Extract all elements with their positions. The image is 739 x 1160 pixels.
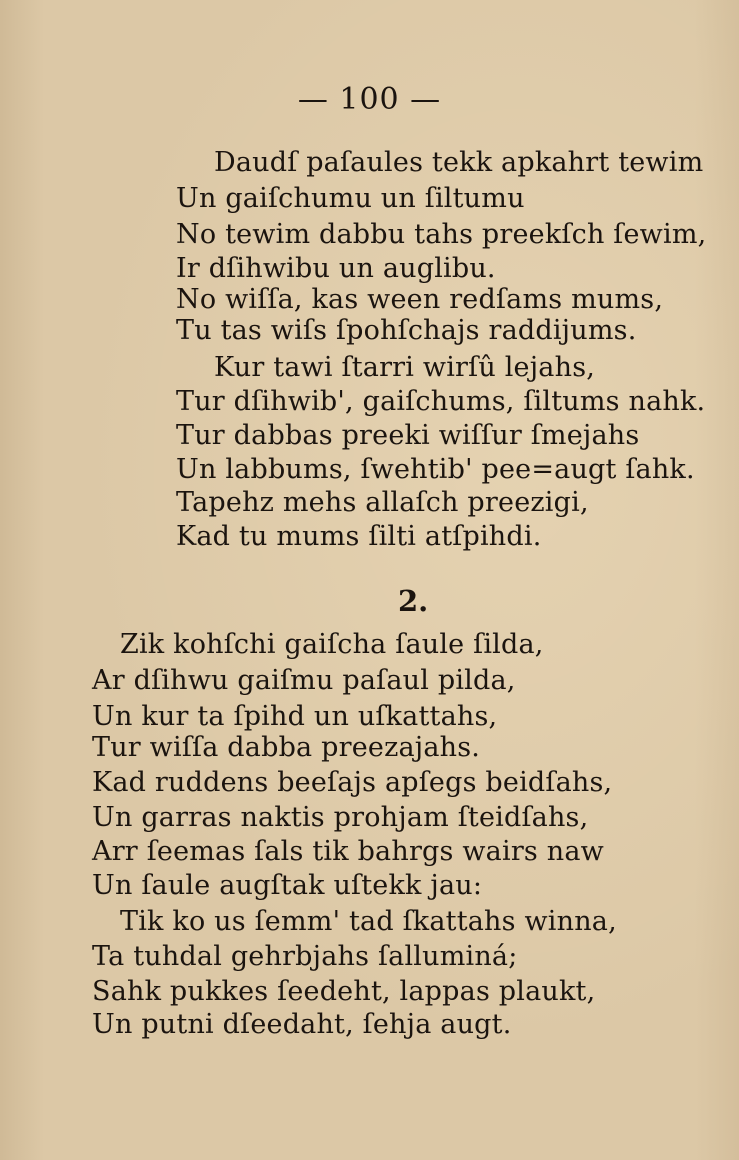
verse-line: Kur tawi ſtarri wirſû lejahs, (214, 352, 596, 383)
verse-line: Tur dſihwib', gaiſchums, ſiltums nahk. (176, 386, 706, 417)
verse-line: Kad ruddens beeſajs apſegs beidſahs, (92, 767, 613, 798)
page-number: — 100 — (297, 82, 442, 117)
verse-line: No tewim dabbu tahs preekſch ſewim, (176, 219, 707, 250)
verse-line: Sahk pukkes ſeedeht, lappas plaukt, (92, 976, 596, 1007)
verse-line: No wiſſa, kas ween redſams mums, (176, 284, 664, 315)
verse-line: Un putni dſeedaht, ſehja augt. (92, 1009, 512, 1040)
verse-line: Daudſ paſaules tekk apkahrt tewim (214, 147, 704, 178)
verse-line: Ir dſihwibu un auglibu. (176, 253, 496, 284)
verse-line: Tur dabbas preeki wiſſur ſmejahs (176, 420, 640, 451)
verse-line: Un kur ta ſpihd un uſkattahs, (92, 701, 498, 732)
verse-line: Ta tuhdal gehrbjahs ſalluminá; (92, 941, 518, 972)
verse-line: Ar dſihwu gaiſmu paſaul pilda, (92, 665, 516, 696)
verse-line: Tapehz mehs allaſch preezigi, (176, 487, 589, 518)
verse-line: Tu tas wiſs ſpohſchajs raddijums. (176, 315, 637, 346)
verse-line: Un gaiſchumu un ſiltumu (176, 183, 525, 214)
verse-line: Tik ko us ſemm' tad ſkattahs winna, (120, 906, 617, 937)
verse-line: Un ſaule augſtak uſtekk jau: (92, 870, 483, 901)
verse-line: Kad tu mums ſilti atſpihdi. (176, 521, 542, 552)
section-number: 2. (398, 584, 429, 618)
verse-line: Arr ſeemas ſals tik bahrgs wairs naw (92, 836, 604, 867)
verse-line: Un labbums, ſwehtib' pee=augt ſahk. (176, 454, 695, 485)
verse-line: Un garras naktis prohjam ſteidſahs, (92, 802, 589, 833)
verse-line: Tur wiſſa dabba preezajahs. (92, 732, 481, 763)
verse-line: Zik kohſchi gaiſcha ſaule ſilda, (120, 629, 544, 660)
